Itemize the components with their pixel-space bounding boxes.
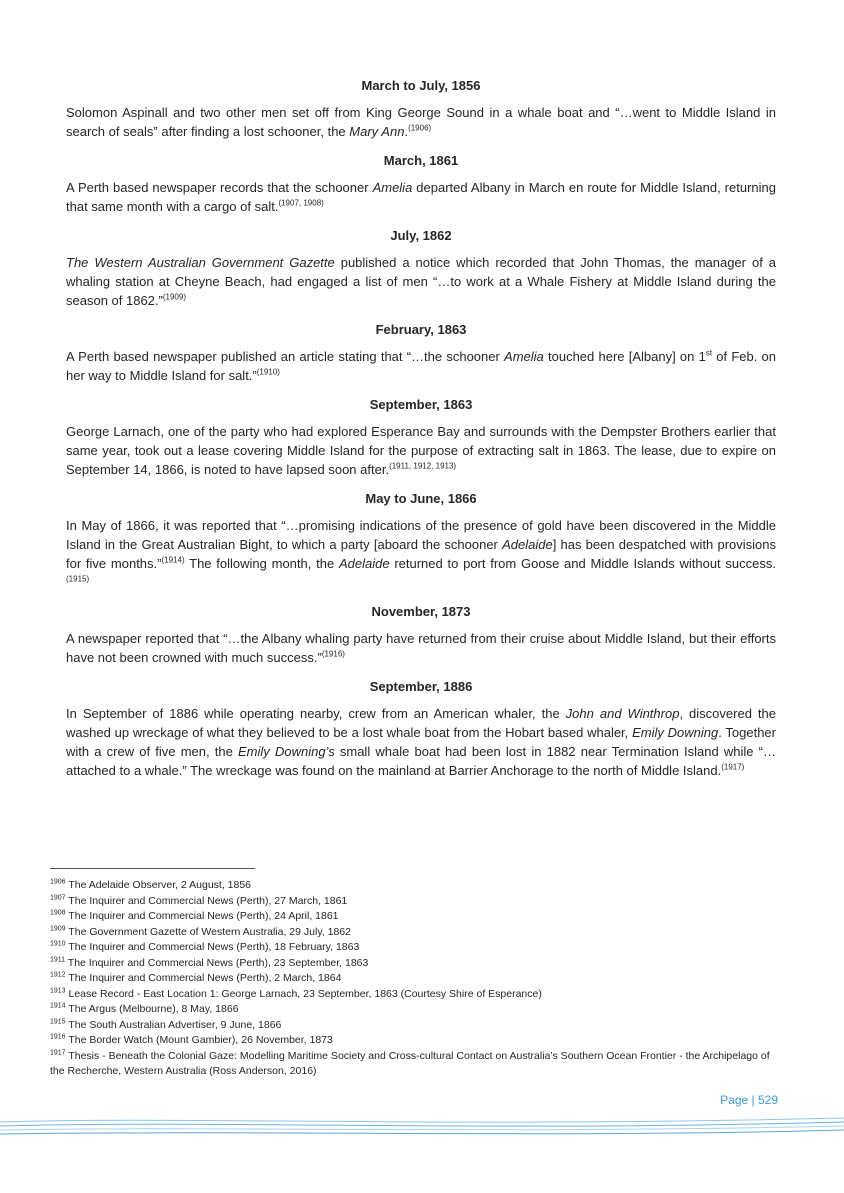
footnote-item — [50, 878, 780, 894]
footnote-text: The Inquirer and Commercial News (Perth), 27 March, 1861 — [68, 894, 348, 907]
entry-heading: September, 1863 — [369, 397, 473, 412]
entry-heading: May to June, 1866 — [365, 491, 477, 506]
entry-heading: September, 1886 — [369, 679, 473, 694]
text-segment: A Perth based newspaper published an article stating that “…the schooner — [66, 349, 505, 364]
text-segment: . — [404, 124, 409, 139]
footnote-item — [50, 956, 780, 972]
entry-paragraph — [66, 347, 776, 385]
italic-text: Adelaide — [338, 556, 390, 571]
footnote-item — [50, 987, 780, 1003]
italic-text: Emily Downing’s — [238, 744, 335, 759]
footnote-separator — [50, 868, 255, 869]
italic-text: The Western Australian Government Gazette — [66, 255, 335, 270]
italic-text: John and Winthrop — [565, 706, 680, 721]
footnote-number: 1907 — [50, 894, 66, 901]
entry-paragraph — [66, 516, 776, 592]
text-segment: . Together with a crew of five men, the — [66, 725, 776, 759]
text-segment: A Perth based newspaper records that the schooner — [66, 180, 373, 195]
entry-paragraph — [66, 422, 776, 479]
italic-text: Emily Downing — [632, 725, 719, 740]
text-segment: In September of 1886 while operating nearby, crew from an American whaler, the — [66, 706, 566, 721]
footnote-number: 1911 — [50, 956, 66, 963]
entry-paragraph — [66, 103, 776, 141]
footnote-list — [50, 878, 780, 1080]
entry-paragraph — [66, 704, 776, 780]
footnote-item — [50, 1018, 780, 1034]
page-number: Page | 529 — [720, 1093, 778, 1107]
text-segment: touched here [Albany] on 1 — [543, 349, 706, 364]
text-segment: returned to port from Goose and Middle Islands without success. — [389, 556, 776, 571]
italic-text: Adelaide — [502, 537, 553, 552]
text-segment: George Larnach, one of the party who had explored Esperance Bay and surrounds with the Dempster Brothers earlier that same year, took out a lease covering Middle Island for the purpose of extracting salt in 1863. The lease, due to expire on September 14, 1866, is noted to have lapsed soon after. — [66, 424, 776, 477]
text-segment: Solomon Aspinall and two other men set off from King George Sound in a whale boat and “…went to Middle Island in search of seals” after finding a lost schooner, the — [66, 105, 776, 139]
footnote-reference: (1910) — [256, 367, 280, 377]
footnote-number: 1906 — [50, 878, 66, 886]
footnote-reference: st — [705, 348, 713, 358]
footnote-number: 1916 — [50, 1033, 66, 1041]
entry-heading: November, 1873 — [371, 604, 471, 619]
footnote-text: The Adelaide Observer, 2 August, 1856 — [68, 879, 252, 891]
italic-text: Mary Ann — [349, 124, 405, 139]
text-segment: A newspaper reported that “…the Albany whaling party have returned from their cruise about Middle Island, but their efforts have not been crowned with much success.” — [66, 631, 776, 665]
footnote-text: The Inquirer and Commercial News (Perth), 24 April, 1861 — [68, 910, 339, 922]
entry-paragraph — [66, 178, 776, 216]
text-segment: published a notice which recorded that John Thomas, the manager of a whaling station at Cheyne Beach, had engaged a list of men “…to work at a Whale Fishery at Middle Island during the season of 1862.” — [66, 255, 776, 308]
text-segment: small whale boat had been lost in 1882 near Termination Island while “…attached to a whale.” The wreckage was found on the mainland at Barrier Anchorage to the north of Middle Island. — [66, 744, 776, 778]
entry-heading: March to July, 1856 — [361, 78, 481, 93]
footnote-text: The South Australian Advertiser, 9 June, 1866 — [68, 1018, 282, 1031]
footnote-item — [50, 971, 780, 987]
footnote-number: 1910 — [50, 940, 66, 948]
footnote-reference: (1916) — [321, 649, 345, 659]
footnote-text: Lease Record - East Location 1: George Larnach, 23 September, 1863 (Courtesy Shire of Esperance) — [68, 987, 542, 1000]
footnote-reference: (1915) — [66, 574, 90, 584]
footnote-item — [50, 1002, 780, 1018]
footnote-reference: (1911, 1912, 1913) — [389, 461, 457, 471]
text-segment: of Feb. on her way to Middle Island for salt.” — [66, 349, 776, 383]
text-segment: In May of 1866, it was reported that “…promising indications of the presence of gold have been discovered in the Middle Island in the Great Australian Bight, to which a party [aboard the schooner — [66, 518, 776, 552]
footnotes — [50, 868, 780, 1080]
timeline-entry — [66, 322, 776, 385]
timeline-entry — [66, 604, 776, 667]
entry-paragraph — [66, 253, 776, 310]
timeline-entry — [66, 228, 776, 310]
main-content — [66, 78, 776, 792]
timeline-entry — [66, 78, 776, 141]
italic-text: Amelia — [504, 349, 544, 364]
timeline-entry — [66, 397, 776, 479]
footnote-text: The Border Watch (Mount Gambier), 26 November, 1873 — [68, 1034, 333, 1046]
entry-heading: February, 1863 — [375, 322, 467, 337]
timeline-entry — [66, 491, 776, 592]
footnote-text: The Government Gazette of Western Australia, 29 July, 1862 — [68, 925, 351, 938]
entry-heading: March, 1861 — [383, 153, 459, 168]
footnote-item — [50, 1033, 780, 1049]
footnote-text: The Argus (Melbourne), 8 May, 1866 — [68, 1003, 239, 1015]
footnote-text: The Inquirer and Commercial News (Perth), 23 September, 1863 — [67, 956, 369, 969]
footnote-reference: (1917) — [721, 762, 745, 772]
entry-heading: July, 1862 — [390, 228, 452, 243]
footnote-number: 1917 — [50, 1049, 66, 1056]
decorative-wave-lines — [0, 1108, 844, 1148]
text-segment: , discovered the washed up wreckage of what they believed to be a lost whale boat from the Hobart based whaler, — [66, 706, 776, 740]
footnote-reference: (1914) — [161, 555, 185, 565]
footnote-reference: (1906) — [408, 123, 432, 133]
italic-text: Amelia — [372, 180, 413, 195]
text-segment: departed Albany in March en route for Middle Island, returning that same month with a cargo of salt. — [66, 180, 776, 214]
footnote-item — [50, 894, 780, 910]
timeline-entry — [66, 153, 776, 216]
footnote-number: 1912 — [50, 971, 66, 979]
footnote-item — [50, 909, 780, 925]
timeline-entry — [66, 679, 776, 780]
footnote-number: 1909 — [50, 925, 66, 932]
footnote-reference: (1909) — [162, 292, 186, 302]
footnote-item — [50, 940, 780, 956]
footnote-text: Thesis - Beneath the Colonial Gaze: Modelling Maritime Society and Cross-cultural Contact on Australia’s Southern Ocean Frontier - the Archipelago of the Recherche, Western Australia (Ross Anderson, 2016) — [50, 1049, 770, 1077]
footnote-number: 1908 — [50, 909, 66, 917]
entry-paragraph — [66, 629, 776, 667]
footnote-number: 1913 — [50, 987, 66, 994]
footnote-number: 1914 — [50, 1002, 66, 1010]
footnote-text: The Inquirer and Commercial News (Perth), 18 February, 1863 — [68, 941, 360, 953]
footnote-number: 1915 — [50, 1018, 66, 1025]
footnote-item — [50, 925, 780, 941]
text-segment: ] has been despatched with provisions for five months.” — [66, 537, 777, 571]
footnote-text: The Inquirer and Commercial News (Perth), 2 March, 1864 — [68, 972, 342, 984]
footnote-reference: (1907, 1908) — [278, 198, 324, 208]
text-segment: The following month, the — [184, 556, 339, 571]
footnote-item — [50, 1049, 780, 1080]
